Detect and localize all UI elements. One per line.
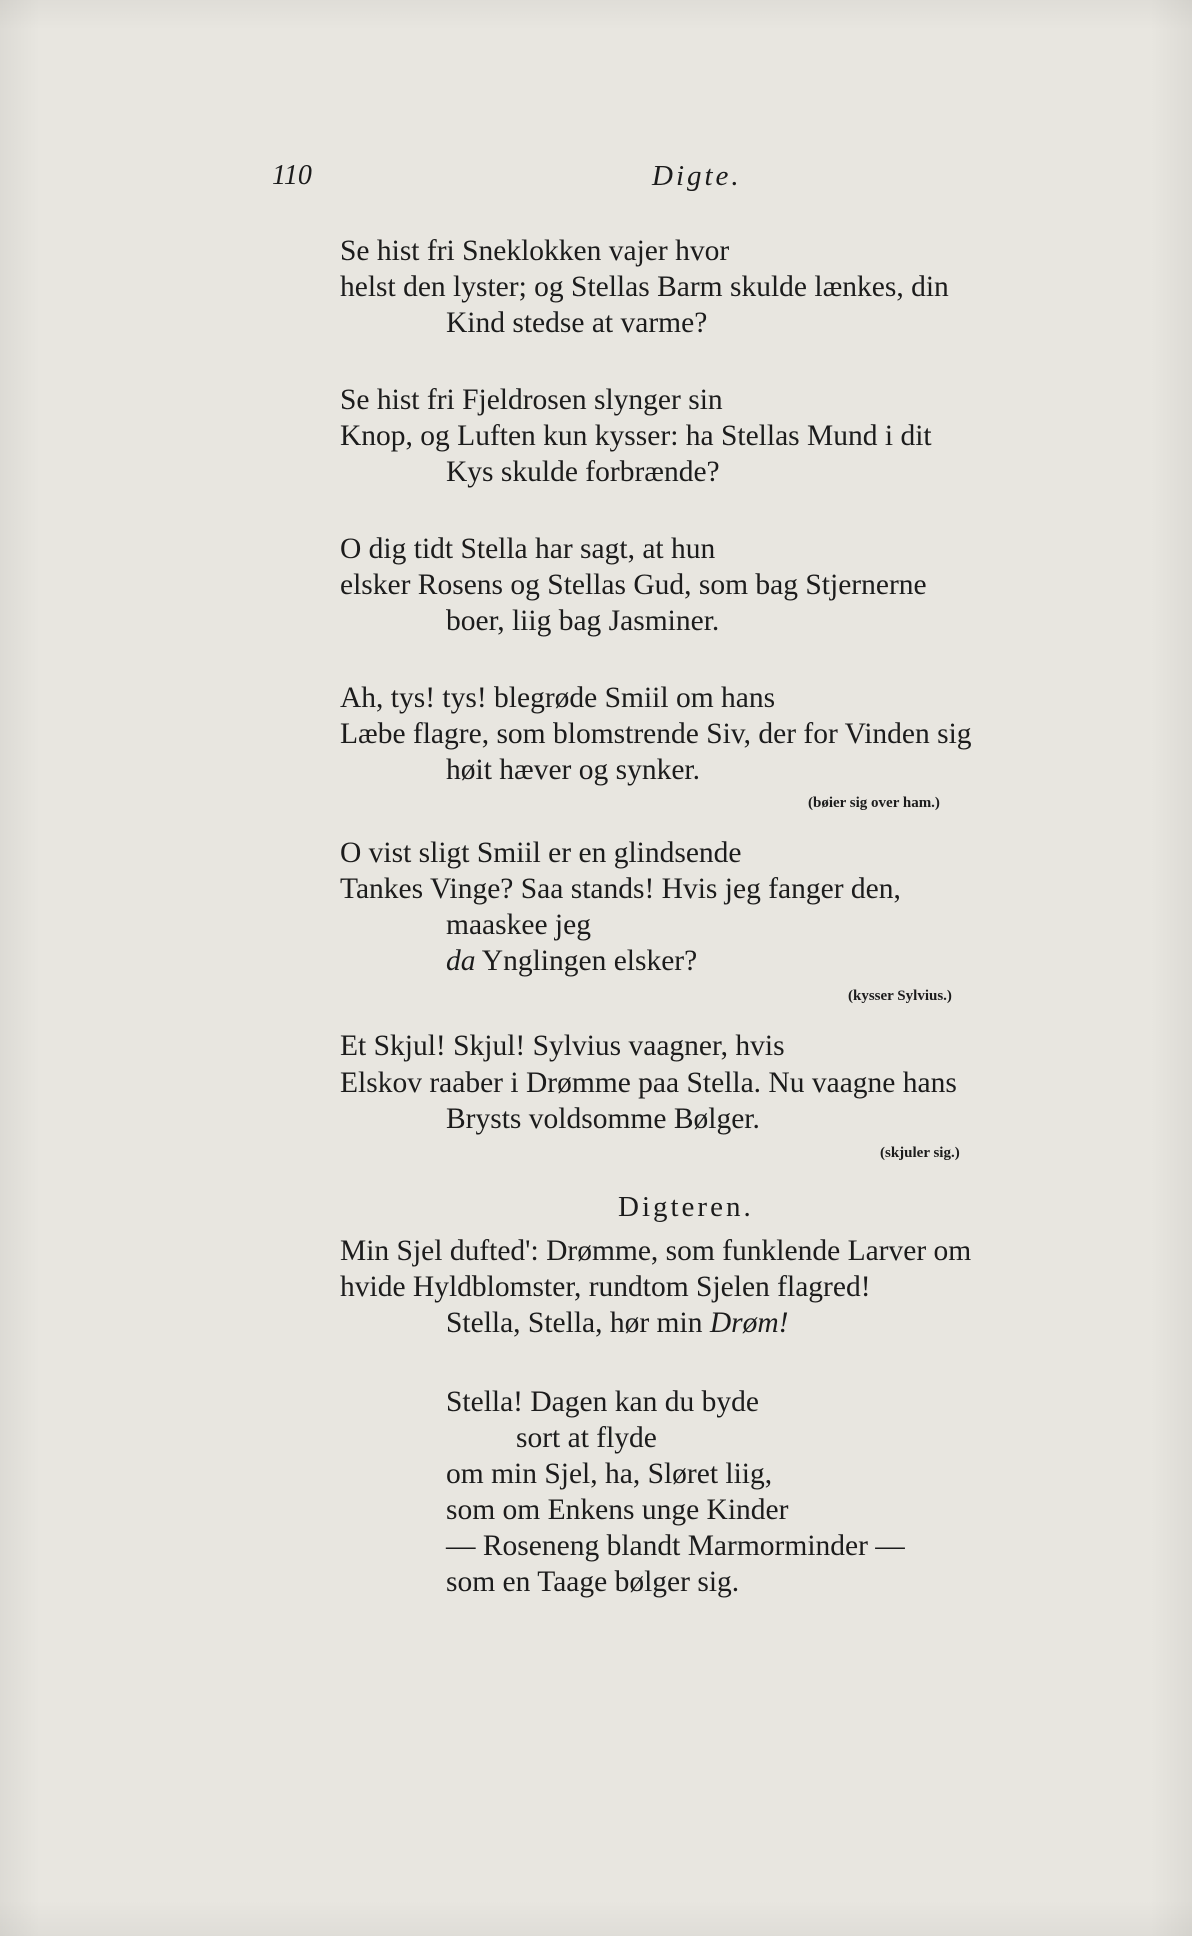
verse-line: som om Enkens unge Kinder bbox=[446, 1494, 789, 1526]
verse-line: Læbe flagre, som blomstrende Siv, der for Vinden sig bbox=[340, 718, 972, 750]
verse-line: Se hist fri Fjeldrosen slynger sin bbox=[340, 384, 723, 416]
verse-line bbox=[446, 1307, 789, 1340]
verse-line: — Roseneng blandt Marmorminder — bbox=[446, 1530, 905, 1562]
stage-direction: (skjuler sig.) bbox=[880, 1145, 960, 1161]
speaker-name: Digteren. bbox=[618, 1191, 754, 1223]
verse-line: maaskee jeg bbox=[446, 909, 591, 941]
running-title: Digte. bbox=[652, 160, 742, 192]
verse-line: Et Skjul! Skjul! Sylvius vaagner, hvis bbox=[340, 1030, 785, 1062]
verse-line: O vist sligt Smiil er en glindsende bbox=[340, 837, 742, 869]
verse-line: O dig tidt Stella har sagt, at hun bbox=[340, 533, 716, 565]
verse-line: Kind stedse at varme? bbox=[446, 307, 708, 339]
verse-line: Kys skulde forbrænde? bbox=[446, 456, 720, 488]
verse-line: høit hæver og synker. bbox=[446, 754, 701, 786]
stage-direction: (kysser Sylvius.) bbox=[848, 988, 952, 1004]
verse-line: som en Taage bølger sig. bbox=[446, 1566, 740, 1598]
verse-line: hvide Hyldblomster, rundtom Sjelen flagred! bbox=[340, 1271, 871, 1303]
emphasis-word: da bbox=[446, 945, 476, 977]
verse-line: Se hist fri Sneklokken vajer hvor bbox=[340, 235, 730, 267]
verse-line: om min Sjel, ha, Sløret liig, bbox=[446, 1458, 773, 1490]
verse-line: sort at flyde bbox=[516, 1422, 657, 1454]
page-number: 110 bbox=[272, 160, 312, 191]
verse-line: Brysts voldsomme Bølger. bbox=[446, 1103, 760, 1135]
verse-line: Stella! Dagen kan du byde bbox=[446, 1386, 759, 1418]
verse-line: Knop, og Luften kun kysser: ha Stellas Mund i dit bbox=[340, 420, 932, 452]
verse-line: elsker Rosens og Stellas Gud, som bag Stjernerne bbox=[340, 569, 927, 601]
verse-text: Ynglingen elsker? bbox=[481, 945, 698, 977]
verse-line bbox=[446, 945, 697, 978]
stage-direction: (bøier sig over ham.) bbox=[808, 795, 940, 811]
verse-line: helst den lyster; og Stellas Barm skulde lænkes, din bbox=[340, 271, 949, 303]
verse-line: Ah, tys! tys! blegrøde Smiil om hans bbox=[340, 682, 776, 714]
verse-line: Elskov raaber i Drømme paa Stella. Nu vaagne hans bbox=[340, 1067, 957, 1099]
verse-line: boer, liig bag Jasminer. bbox=[446, 605, 720, 637]
verse-line: Tankes Vinge? Saa stands! Hvis jeg fanger den, bbox=[340, 873, 901, 905]
emphasis-word: Drøm! bbox=[709, 1307, 789, 1339]
verse-text: Stella, Stella, hør min bbox=[446, 1307, 703, 1339]
verse-line: Min Sjel dufted': Drømme, som funklende Larver om bbox=[340, 1235, 972, 1267]
